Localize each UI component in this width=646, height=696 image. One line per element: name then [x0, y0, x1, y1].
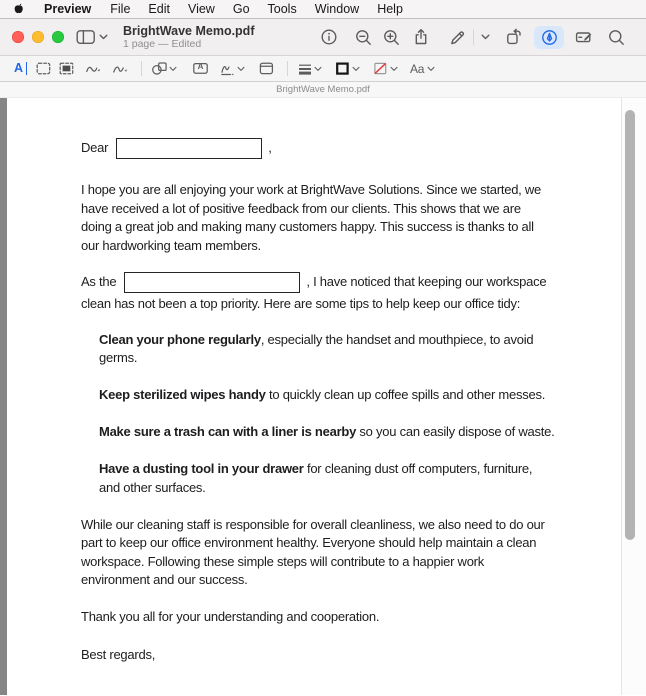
scrollbar[interactable] [621, 98, 646, 695]
markup-dropdown-button[interactable] [478, 25, 492, 49]
closing-line: Best regards, [81, 647, 156, 662]
rectangular-selection-tool[interactable] [32, 59, 55, 79]
menu-item-window[interactable]: Window [314, 2, 360, 16]
salutation-line [81, 135, 601, 161]
sketch-squiggle-icon [85, 61, 102, 76]
window-subtitle: 1 page — Edited [123, 38, 202, 51]
form-field-name[interactable] [116, 138, 262, 159]
salutation-suffix: , [268, 139, 272, 155]
paragraph-line: I hope you are all enjoying your work at BrightWave Solutions. Since we started, we [81, 182, 542, 197]
sign-tool[interactable] [220, 61, 245, 77]
text-selection-icon: A [13, 61, 24, 76]
page-label: BrightWave Memo.pdf [276, 84, 370, 95]
scrollbar-thumb[interactable] [625, 110, 635, 540]
share-button[interactable] [409, 25, 433, 49]
sidebar-icon [76, 29, 96, 45]
search-icon [608, 29, 625, 46]
zoom-in-icon [383, 29, 400, 46]
menu-item-view[interactable]: View [187, 2, 215, 16]
chevron-down-icon [352, 66, 360, 72]
tip-item [99, 386, 601, 405]
menu-item-edit[interactable]: Edit [148, 2, 170, 16]
signature-icon [220, 61, 236, 77]
tip-line-2: and other surfaces. [99, 479, 206, 495]
text-selection-tool[interactable] [9, 59, 32, 79]
text-box-letter: A [197, 61, 204, 71]
chevron-down-icon [427, 66, 435, 72]
tip-line-2: germs. [99, 350, 138, 365]
tip-item [99, 331, 601, 368]
markup-toolbar-divider [287, 61, 288, 76]
rotate-icon [505, 28, 523, 46]
tip-bold: Have a dusting tool in your drawer [99, 461, 304, 476]
info-button[interactable] [317, 25, 341, 49]
markup-toolbar-divider [141, 61, 142, 76]
note-icon [258, 60, 275, 77]
paragraph-line: workspace. Following these simple steps will contribute to a happier work [81, 553, 484, 569]
dashed-rectangle-icon [35, 60, 52, 77]
chevron-down-icon [169, 66, 177, 72]
tips-list [99, 331, 601, 498]
menu-item-go[interactable]: Go [232, 2, 250, 16]
redact-tool[interactable] [55, 59, 78, 79]
salutation-prefix: Dear [81, 139, 109, 155]
border-color-control[interactable] [334, 60, 360, 77]
document-title-block [123, 24, 254, 50]
border-color-icon [334, 60, 351, 77]
memo-paragraph-2 [81, 516, 601, 590]
draw-squiggle-icon [112, 61, 129, 76]
role-after-field: , I have noticed that keeping our workspace [306, 273, 547, 289]
tip-rest: to quickly clean up coffee spills and other messes. [265, 387, 546, 402]
window-title-bar [0, 19, 646, 56]
role-sentence [81, 269, 601, 314]
paragraph-line: our hardworking team members. [81, 237, 261, 253]
window-title: BrightWave Memo.pdf [123, 23, 255, 38]
zoom-out-button[interactable] [351, 25, 375, 49]
text-style-control[interactable] [410, 62, 435, 76]
redact-icon [58, 60, 75, 77]
line-weight-control[interactable] [297, 61, 322, 77]
window-controls [12, 31, 64, 43]
text-style-icon: Aa [410, 61, 425, 76]
paragraph-line: doing a great job and making many customers happy. This success is thanks to all [81, 219, 534, 234]
fill-color-icon [372, 60, 389, 77]
form-pen-icon [575, 28, 594, 46]
toolbar-divider [473, 29, 474, 45]
tip-bold: Make sure a trash can with a liner is nearby [99, 424, 357, 439]
autofill-button[interactable] [534, 26, 564, 49]
zoom-window-button[interactable] [52, 31, 64, 43]
toolbar [317, 25, 636, 49]
markup-button[interactable] [445, 25, 469, 49]
tip-bold: Keep sterilized wipes handy [99, 387, 266, 402]
page-label-strip [0, 82, 646, 98]
pdf-view [0, 82, 646, 695]
share-icon [412, 28, 430, 46]
rotate-button[interactable] [502, 25, 526, 49]
menu-item-tools[interactable]: Tools [267, 2, 297, 16]
paragraph-line: part to keep our office environment healthy. Everyone should help maintain a clean [81, 535, 537, 550]
chevron-down-icon [314, 66, 322, 72]
menu-item-help[interactable]: Help [377, 2, 403, 16]
apple-menu[interactable] [13, 2, 26, 17]
zoom-in-button[interactable] [379, 25, 403, 49]
role-prefix: As the [81, 273, 117, 289]
markup-toolbar [0, 56, 646, 82]
info-icon [320, 28, 338, 46]
text-cursor-icon [26, 62, 28, 75]
tip-rest: so you can easily dispose of waste. [356, 424, 555, 439]
tip-rest: for cleaning dust off computers, furniture, [303, 461, 533, 476]
shapes-tool[interactable] [151, 60, 177, 77]
menu-bar [0, 0, 646, 19]
fill-color-control[interactable] [372, 60, 398, 77]
tip-rest: , especially the handset and mouthpiece, to avoid [260, 331, 534, 347]
chevron-down-icon [390, 66, 398, 72]
thanks-line: Thank you all for your understanding and cooperation. [81, 609, 380, 624]
draw-tool[interactable] [109, 59, 132, 79]
minimize-window-button[interactable] [32, 31, 44, 43]
role-sentence-line-2: clean has not been a top priority. Here are some tips to help keep our office tidy: [81, 296, 521, 311]
menu-item-preview[interactable]: Preview [44, 2, 92, 16]
pdf-page[interactable] [7, 98, 621, 695]
apple-icon [13, 2, 26, 17]
tip-item [99, 423, 601, 442]
search-button[interactable] [604, 25, 628, 49]
line-weight-icon [297, 61, 313, 77]
paragraph-line: have received a lot of positive feedback from our clients. This shows that we are [81, 200, 521, 216]
close-window-button[interactable] [12, 31, 24, 43]
note-tool[interactable] [255, 59, 278, 79]
memo-document [7, 98, 621, 665]
sketch-tool[interactable] [82, 59, 105, 79]
form-field-role[interactable] [124, 272, 300, 293]
sidebar-toggle-button[interactable] [76, 29, 108, 45]
chevron-down-icon [237, 66, 245, 72]
chevron-down-icon [99, 34, 108, 40]
zoom-out-icon [355, 29, 372, 46]
chevron-down-icon [481, 34, 490, 40]
tip-bold: Clean your phone regularly [99, 331, 261, 347]
tip-item [99, 460, 601, 497]
menu-item-file[interactable]: File [110, 2, 131, 16]
shapes-icon [151, 60, 168, 77]
paragraph-line: While our cleaning staff is responsible for overall cleanliness, we also need to do our [81, 516, 545, 532]
pencil-icon [449, 29, 466, 46]
autofill-pen-nib-icon [541, 29, 558, 46]
memo-paragraph-1 [81, 181, 601, 255]
text-box-tool[interactable] [189, 59, 212, 79]
paragraph-line: environment and our success. [81, 572, 248, 587]
fill-form-button[interactable] [572, 25, 596, 49]
